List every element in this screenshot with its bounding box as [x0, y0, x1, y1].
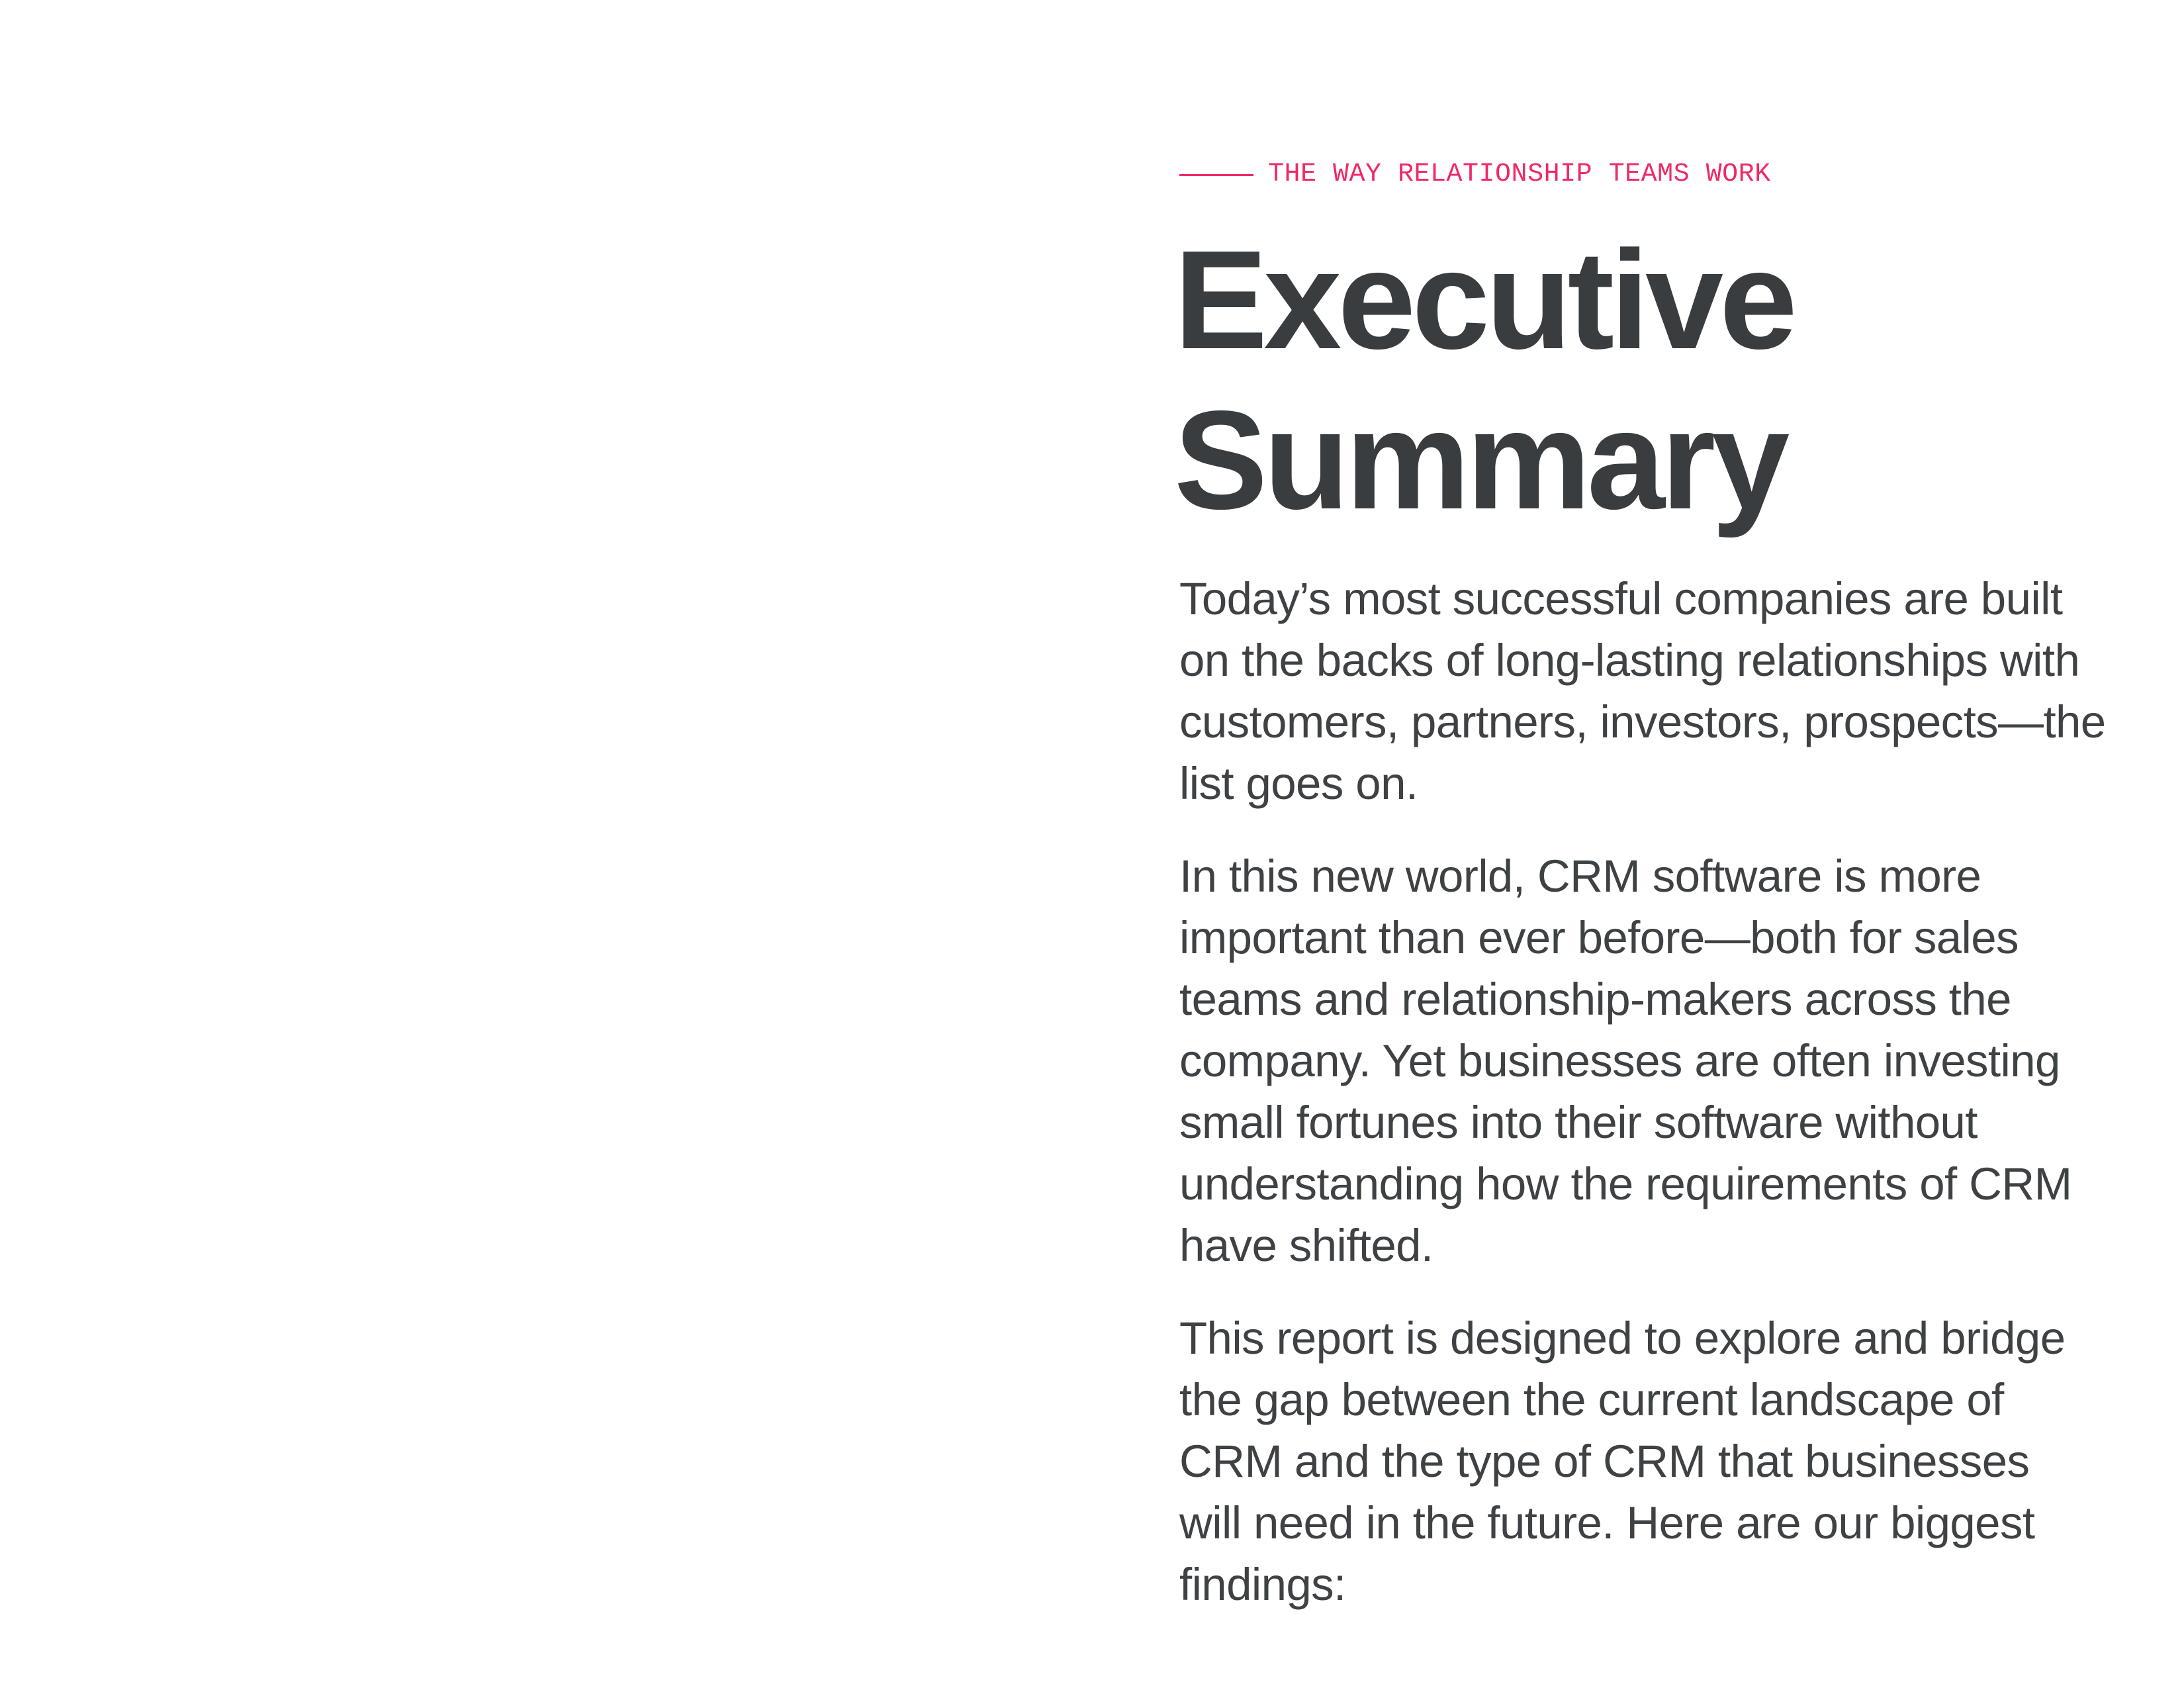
paragraph-line: company. Yet businesses are often investing [1179, 1035, 2060, 1086]
summary-paragraph [1179, 1307, 2119, 1615]
summary-paragraph [1179, 568, 2119, 814]
paragraph-line: have shifted. [1179, 1220, 1433, 1271]
title-line: Executive [1174, 221, 1794, 378]
paragraph-line: the gap between the current landscape of [1179, 1374, 2004, 1425]
paragraph-line: customers, partners, investors, prospects—the [1179, 696, 2106, 747]
page-title [1174, 220, 2119, 540]
paragraph-line: CRM and the type of CRM that businesses [1179, 1436, 2030, 1487]
paragraph-line: will need in the future. Here are our biggest [1179, 1497, 2035, 1548]
paragraph-line: small fortunes into their software without [1179, 1097, 1978, 1148]
paragraph-line: In this new world, CRM software is more [1179, 851, 1981, 902]
paragraph-line: This report is designed to explore and bridge [1179, 1313, 2066, 1364]
section-eyebrow [1179, 158, 2119, 192]
paragraph-line: list goes on. [1179, 758, 1418, 809]
executive-summary-section [1174, 158, 2119, 1646]
paragraph-line: teams and relationship-makers across the [1179, 974, 2011, 1025]
eyebrow-label: THE WAY RELATIONSHIP TEAMS WORK [1268, 160, 1771, 189]
paragraph-line: important than ever before—both for sales [1179, 912, 2019, 963]
summary-paragraph [1179, 845, 2119, 1276]
paragraph-line: on the backs of long-lasting relationships with [1179, 635, 2080, 686]
paragraph-line: understanding how the requirements of CRM [1179, 1158, 2072, 1209]
paragraph-line: findings: [1179, 1559, 1346, 1610]
accent-rule [1179, 174, 1253, 176]
title-line: Summary [1174, 381, 1786, 538]
summary-body [1179, 568, 2119, 1615]
paragraph-line: Today’s most successful companies are built [1179, 573, 2063, 624]
